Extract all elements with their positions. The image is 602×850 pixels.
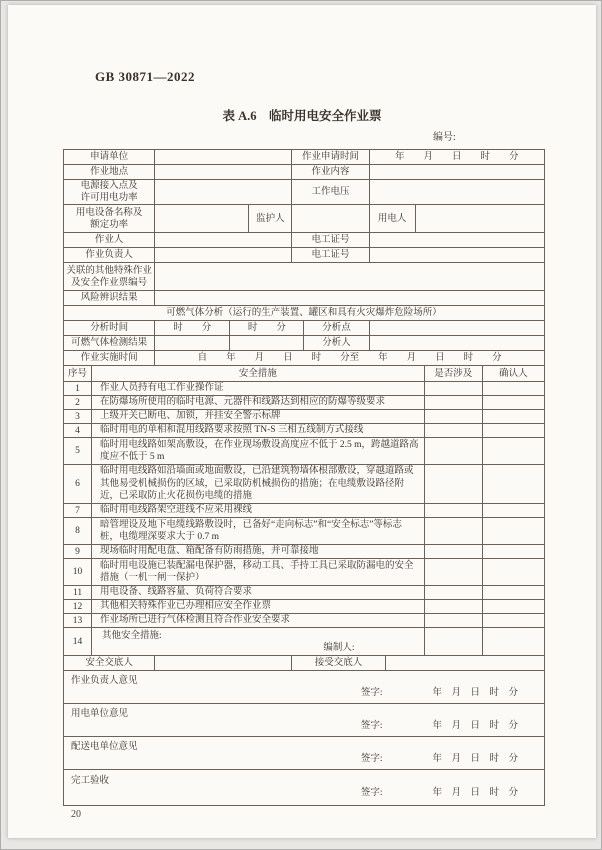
worker-row [64,233,545,248]
guardian-value-cell [292,205,369,233]
content-value-cell [369,165,544,180]
device-value-cell [155,205,249,233]
sign-date: 年 月 日 时 分 [432,753,518,764]
col-header-involved: 是否涉及 [424,366,482,382]
measure-text: 在防爆场所使用的临时电源、元器件和线路达到相应的防爆等级要求 [92,396,425,410]
opinion-row [64,737,545,770]
measure-text: 临时用电线路架空进线不应采用裸线 [92,504,425,518]
analysis-time-label: 分析时间 [64,321,155,336]
analysis-time-cell-1: 时 分 [155,321,230,336]
confirmer-cell [482,438,544,465]
other-measures-label: 其他安全措施: [102,630,162,641]
leader-cert-label: 电工证号 [292,248,369,263]
confirmer-cell [482,465,544,504]
applicant-label: 申请单位 [64,150,155,165]
involved-cell [424,424,482,438]
gas-analysis-header: 可燃气体分析（运行的生产装置、罐区和具有火灾爆炸危险场所） [64,306,545,321]
involved-cell [424,504,482,518]
measure-row [64,518,545,545]
applicant-row [64,150,545,165]
device-label-line1: 用电设备名称及 [75,207,143,218]
measure-row [64,628,545,656]
measure-no: 8 [64,518,92,545]
involved-cell [424,586,482,600]
measure-no: 2 [64,396,92,410]
opinion-row [64,704,545,737]
receiver-label: 接受交底人 [292,656,385,671]
measure-text: 上级开关已断电、加锁，并挂安全警示标牌 [92,410,425,424]
impl-time-value: 自 年 月 日 时 分至 年 月 日 时 分 [155,351,545,366]
power-point-label-line1: 电源接入点及 [80,181,138,191]
page-number: 20 [71,809,81,820]
sign-label: 签字: [360,720,383,731]
guardian-label: 监护人 [249,205,292,233]
briefing-row [64,656,545,671]
confirmer-cell [482,628,544,656]
measure-row [64,614,545,628]
gas-result-label: 可燃气体检测结果 [64,336,155,351]
sign-label: 签字: [360,788,383,798]
leader-label: 作业负责人 [64,248,155,263]
power-point-label [64,180,155,205]
serial-number-label: 编号: [433,132,456,143]
col-header-confirmer: 确认人 [482,366,544,382]
involved-cell [424,382,482,396]
confirmer-cell [482,396,544,410]
confirmer-cell [482,545,544,559]
col-header-measure: 安全措施 [92,366,425,382]
power-point-label-line2: 许可用电功率 [80,193,138,203]
analysis-time-row [64,321,545,336]
analyst-value-cell [369,336,544,351]
confirmer-cell [482,614,544,628]
measure-no: 14 [64,628,92,656]
measure-no: 4 [64,424,92,438]
analysis-time-cell-2: 时 分 [230,321,304,336]
location-row [64,165,545,180]
implementation-time-row [64,351,545,366]
power-point-value-cell [155,180,292,205]
worker-cert-value-cell [369,233,544,248]
measure-no: 5 [64,438,92,465]
measure-row [64,382,545,396]
device-row [64,205,545,233]
gas-analysis-header-row [64,306,545,321]
standard-code: GB 30871—2022 [95,69,196,84]
involved-cell [424,600,482,614]
sign-date: 年 月 日 时 分 [432,720,518,731]
opinion-label: 作业负责人意见 [71,675,138,686]
measure-text: 用电设备、线路容量、负荷符合要求 [92,586,425,600]
involved-cell [424,545,482,559]
opinion-cell [64,704,545,737]
user-label: 用电人 [369,205,415,233]
voltage-label: 工作电压 [292,180,369,205]
receiver-value-cell [385,656,544,671]
device-label [64,205,155,233]
voltage-value-cell [369,180,544,205]
measure-row [64,545,545,559]
involved-cell [424,438,482,465]
worker-cert-label: 电工证号 [292,233,369,248]
related-permits-label [64,263,155,291]
measure-no: 9 [64,545,92,559]
measure-text: 暗管埋设及地下电缆线路敷设时，已备好“走向标志”和“安全标志”等标志桩，电缆埋深要求大于 0.7 m [92,518,425,545]
opinion-cell [64,770,545,806]
apply-time-label: 作业申请时间 [292,150,369,165]
analysis-point-label: 分析点 [304,321,369,336]
sign-date: 年 月 日 时 分 [432,788,518,798]
involved-cell [424,614,482,628]
related-permits-value-cell [155,263,545,291]
involved-cell [424,465,482,504]
confirmer-cell [482,410,544,424]
measure-row [64,504,545,518]
opinion-row [64,671,545,704]
measure-no: 1 [64,382,92,396]
preparer-label: 编制人: [323,642,355,653]
involved-cell [424,518,482,545]
measure-text-cell [92,628,425,656]
sign-label: 签字: [360,687,383,698]
measure-no: 13 [64,614,92,628]
checklist-header-row [64,366,545,382]
sign-label: 签字: [360,753,383,764]
measure-text: 临时用电线路如沿墙面或地面敷设，已沿建筑物墙体根部敷设，穿越道路或其他易受机械损伤的区域，已采取防机械损伤的措施；在电缆敷设路径附近，已采取防止火花损伤电缆的措施 [92,465,425,504]
involved-cell [424,410,482,424]
confirmer-cell [482,600,544,614]
measure-row [64,438,545,465]
applicant-value-cell [155,150,292,165]
analysis-point-value-cell [369,321,544,336]
measure-no: 3 [64,410,92,424]
gas-result-cell-2 [230,336,304,351]
related-permits-label-line2: 及安全作业票编号 [71,277,148,288]
measure-no: 12 [64,600,92,614]
confirmer-cell [482,382,544,396]
worker-label: 作业人 [64,233,155,248]
related-permits-row [64,263,545,291]
apply-time-value: 年 月 日 时 分 [369,150,544,165]
leader-value-cell [155,248,292,263]
confirmer-cell [482,504,544,518]
measure-text: 作业人员持有电工作业操作证 [92,382,425,396]
related-permits-label-line1: 关联的其他特殊作业 [66,265,152,276]
measure-no: 11 [64,586,92,600]
power-point-row [64,180,545,205]
confirmer-cell [482,424,544,438]
gas-result-row [64,336,545,351]
involved-cell [424,559,482,586]
sign-date: 年 月 日 时 分 [432,687,518,698]
leader-cert-value-cell [369,248,544,263]
opinion-label: 配送电单位意见 [71,741,138,752]
involved-cell [424,396,482,410]
location-label: 作业地点 [64,165,155,180]
worker-value-cell [155,233,292,248]
measure-text: 临时用电设施已装配漏电保护器，移动工具、手持工具已采取防漏电的安全措施（一机一闸一保护） [92,559,425,586]
measure-no: 7 [64,504,92,518]
gas-result-cell-1 [155,336,230,351]
document-page [8,5,596,838]
measure-row [64,410,545,424]
risk-label: 风险辨识结果 [64,291,155,306]
measure-text: 作业场所已进行气体检测且符合作业安全要求 [92,614,425,628]
work-permit-table [63,149,545,806]
table-title: 表 A.6 临时用电安全作业票 [222,109,382,123]
measure-text: 其他相关特殊作业已办理相应安全作业票 [92,600,425,614]
measure-no: 6 [64,465,92,504]
involved-cell [424,628,482,656]
measure-row [64,424,545,438]
confirmer-cell [482,586,544,600]
opinion-label: 用电单位意见 [71,708,129,719]
opinion-row [64,770,545,806]
measure-row [64,586,545,600]
measure-row [64,396,545,410]
opinion-cell [64,671,545,704]
analyst-label: 分析人 [304,336,369,351]
col-header-no: 序号 [64,366,92,382]
briefer-value-cell [155,656,292,671]
measure-row [64,600,545,614]
measure-row [64,559,545,586]
confirmer-cell [482,559,544,586]
location-value-cell [155,165,292,180]
opinion-label: 完工验收 [71,776,110,786]
briefer-label: 安全交底人 [64,656,155,671]
measure-row [64,465,545,504]
measure-no: 10 [64,559,92,586]
impl-time-label: 作业实施时间 [64,351,155,366]
user-value-cell [415,205,544,233]
content-label: 作业内容 [292,165,369,180]
risk-row [64,291,545,306]
opinion-cell [64,737,545,770]
measure-text: 现场临时用配电盘、箱配备有防雨措施，并可靠接地 [92,545,425,559]
leader-row [64,248,545,263]
measure-text: 临时用电线路如架高敷设，在作业现场敷设高度应不低于 2.5 m，跨越道路高度应不低于 5 m [92,438,425,465]
measure-text: 临时用电的单相和混用线路要求按照 TN-S 三相五线制方式接线 [92,424,425,438]
risk-value-cell [155,291,545,306]
device-label-line2: 额定功率 [90,219,129,230]
confirmer-cell [482,518,544,545]
